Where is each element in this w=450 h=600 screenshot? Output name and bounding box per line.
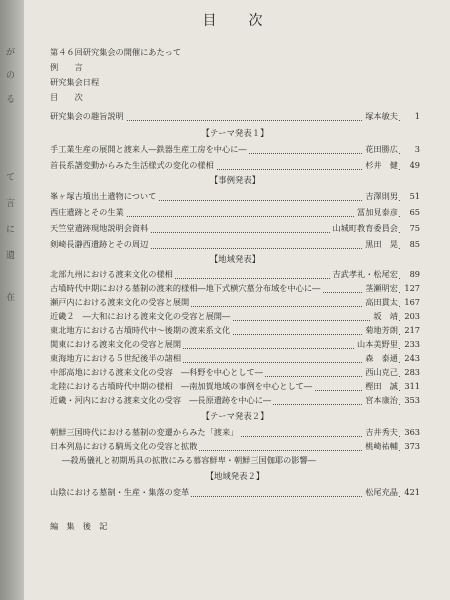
toc-entry xyxy=(50,366,420,379)
adjacent-page-character: の xyxy=(6,71,16,81)
toc-entry xyxy=(50,222,420,235)
toc-entry-page: 49 xyxy=(400,159,420,172)
toc-entry-author: 冨加見泰彦 xyxy=(357,207,398,217)
toc-entry-title: 関東における渡来文化の受容と展開 xyxy=(50,339,182,349)
adjacent-page-character: 在 xyxy=(6,293,16,303)
toc-entry xyxy=(50,46,420,59)
toc-entry-page: 283 xyxy=(400,366,420,379)
toc-entry-title: 手工業生産の展開と渡来人―鉄器生産工房を中心に― xyxy=(50,144,247,154)
toc-entry-author: 高田貫太 xyxy=(365,297,398,307)
toc-entry xyxy=(50,143,420,156)
toc-entry-page: 373 xyxy=(400,440,420,453)
toc-section-heading: 【テーマ発表２】 xyxy=(201,411,269,421)
toc-entry-author: 黒田 晃 xyxy=(365,239,398,249)
adjacent-page-character: に xyxy=(6,225,16,235)
toc-entry xyxy=(50,338,420,351)
toc-entry-author: 杉井 健 xyxy=(365,160,398,170)
toc-entry xyxy=(50,486,420,499)
toc-entry-author: 樫田 誠 xyxy=(365,381,398,391)
toc-entry-title: 朝鮮三国時代における墓制の変遷からみた「渡来」 xyxy=(50,427,239,437)
adjacent-page-edge xyxy=(0,0,24,600)
toc-section-heading: 【事例発表】 xyxy=(209,175,261,185)
toc-entry-page: 127 xyxy=(400,282,420,295)
toc-entry-author: 茎瀬明宏 xyxy=(365,283,398,293)
toc-entry-page: 203 xyxy=(400,310,420,323)
toc-entry-title: 研究集会日程 xyxy=(50,77,100,87)
toc-entry xyxy=(50,159,420,172)
toc-entry-page: 51 xyxy=(400,190,420,203)
toc-entry xyxy=(50,238,420,251)
adjacent-page-character: 遺 xyxy=(6,251,16,261)
toc-entry xyxy=(50,190,420,203)
toc-entry-author: 坂 靖 xyxy=(373,311,398,321)
toc-entry xyxy=(50,76,420,89)
toc-entry-title: 瀬戸内における渡来文化の受容と展開 xyxy=(50,297,190,307)
toc-entry-page: 65 xyxy=(400,206,420,219)
toc-entry-page: 363 xyxy=(400,426,420,439)
toc-entry-title: 山陰における墓制・生産・集落の変革 xyxy=(50,487,190,497)
toc-entry-author: 松尾充晶 xyxy=(365,487,398,497)
toc-entry-page: 353 xyxy=(400,394,420,407)
toc-entry-author: 吉武孝礼・松尾宏 xyxy=(332,269,398,279)
toc-entry-author: 吉井秀夫 xyxy=(365,427,398,437)
toc-entry-author: 山城町教育委員会 xyxy=(332,223,398,233)
toc-entry-page: 243 xyxy=(400,352,420,365)
adjacent-page-character: 言 xyxy=(6,199,16,209)
toc-entry-title: 目 次 xyxy=(50,92,83,102)
toc-entry-page: 75 xyxy=(400,222,420,235)
adjacent-page-character: て xyxy=(6,173,16,183)
toc-entry xyxy=(50,324,420,337)
toc-entry xyxy=(50,394,420,407)
toc-entry-page: 167 xyxy=(400,296,420,309)
toc-entry-author: 宮本康治 xyxy=(365,395,398,405)
toc-entry-title: 峯ヶ塚古墳出土遺物について xyxy=(50,191,157,201)
toc-entry-title: 近畿・河内における渡来文化の受容 ―長原遺跡を中心に― xyxy=(50,395,272,405)
toc-entry xyxy=(50,61,420,74)
toc-entry-title: 古墳時代中期における墓制の渡来的様相―地下式横穴墓分布域を中心に― xyxy=(50,283,321,293)
toc-entry-page: 311 xyxy=(400,380,420,393)
toc-entry-title: 東海地方における５世紀後半の諸相 xyxy=(50,353,182,363)
toc-entry-title: 日本列島における騎馬文化の受容と拡散 xyxy=(50,441,198,451)
toc-entry xyxy=(50,426,420,439)
toc-entry-page: 3 xyxy=(400,143,420,156)
toc-entry xyxy=(50,110,420,123)
toc-entry-author: 菊地芳朗 xyxy=(365,325,398,335)
toc-entry-author: 吉澤則男 xyxy=(365,191,398,201)
toc-entry-title: 西庄遺跡とその生業 xyxy=(50,207,124,217)
toc-entry-author: 塚本敏夫 xyxy=(365,111,398,121)
toc-entry xyxy=(50,91,420,104)
toc-entry-title: 天竺堂遺跡現地説明会資料 xyxy=(50,223,149,233)
toc-entry xyxy=(50,310,420,323)
toc-entry xyxy=(50,352,420,365)
toc-section-heading: 【地域発表２】 xyxy=(205,471,265,481)
toc-entry-author: 山本美野里 xyxy=(357,339,398,349)
toc-entry-author: 桃崎祐輔 xyxy=(365,441,398,451)
toc-entry-title: 東北地方における古墳時代中～後期の渡来系文化 xyxy=(50,325,231,335)
toc-entry-page: 1 xyxy=(400,110,420,123)
toc-entry xyxy=(50,296,420,309)
toc-entry xyxy=(50,454,420,467)
toc-entry-title: 編 集 後 記 xyxy=(50,521,108,531)
toc-entry-page: 233 xyxy=(400,338,420,351)
toc-entry-page: 85 xyxy=(400,238,420,251)
toc-entry-page: 217 xyxy=(400,324,420,337)
toc-entry-title: 北部九州における渡来文化の様相 xyxy=(50,269,173,279)
toc-entry xyxy=(50,268,420,281)
toc-entry-title: 剣崎長瀞西遺跡とその周辺 xyxy=(50,239,149,249)
toc-page xyxy=(24,0,450,600)
toc-entry-title: 近畿２ ―大和における渡来文化の受容と展開― xyxy=(50,311,231,321)
page-title: 目 次 xyxy=(202,13,272,29)
toc-entry-title: 例 言 xyxy=(50,62,83,72)
toc-section-heading: 【地域発表】 xyxy=(209,254,261,264)
toc-entry-author: 森 泰通 xyxy=(365,353,398,363)
toc-entry xyxy=(50,520,420,533)
adjacent-page-character: が xyxy=(6,48,16,58)
toc-entry-title: 北陸における古墳時代中期の様相 ―南加賀地域の事例を中心として― xyxy=(50,381,313,391)
toc-entry xyxy=(50,440,420,453)
adjacent-page-character: る xyxy=(6,95,16,105)
toc-entry xyxy=(50,206,420,219)
toc-entry-title: 中部高地における渡来文化の受容 ―科野を中心として― xyxy=(50,367,263,377)
toc-entry-page: 89 xyxy=(400,268,420,281)
toc-entry-author: 西山克己 xyxy=(365,367,398,377)
toc-entry-title: ―殺馬儀礼と初期馬具の拡散にみる慕容鮮卑・朝鮮三国伽耶の影響― xyxy=(62,455,316,465)
toc-entry-title: 首長系譜変動からみた生活様式の変化の様相 xyxy=(50,160,214,170)
toc-section-heading: 【テーマ発表１】 xyxy=(201,128,269,138)
toc-entry-author: 花田勝広 xyxy=(365,144,398,154)
toc-entry-page: 421 xyxy=(400,486,420,499)
toc-entry-title: 研究集会の趣旨説明 xyxy=(50,111,124,121)
toc-entry-title: 第４６回研究集会の開催にあたって xyxy=(50,47,182,57)
toc-entry xyxy=(50,282,420,295)
toc-entry xyxy=(50,380,420,393)
